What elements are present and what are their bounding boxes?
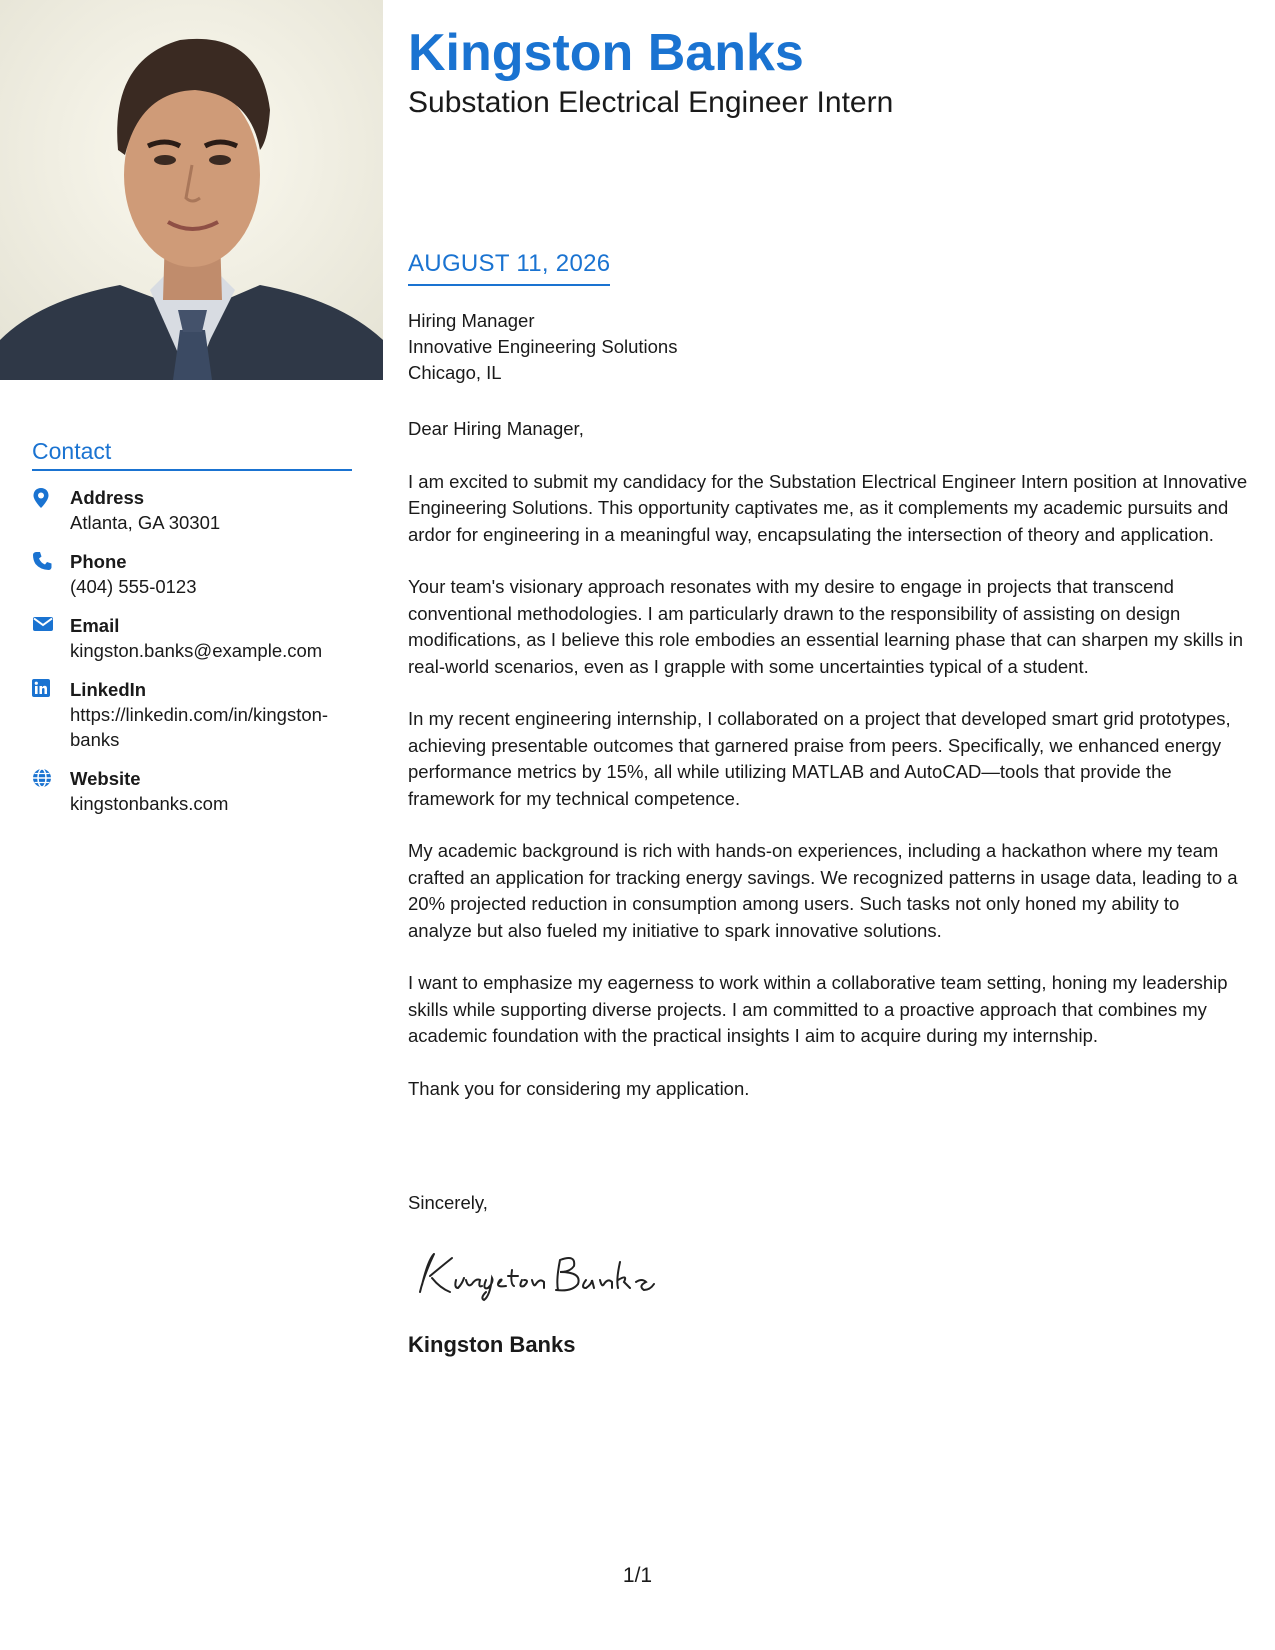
- recipient-block: [408, 308, 677, 386]
- contact-label: Email: [70, 615, 120, 636]
- closing: Sincerely,: [408, 1192, 488, 1213]
- paragraph: Your team's visionary approach resonates with my desire to engage in projects that transcend conventional methodologies. I am particularly drawn to the responsibility of assisting on design modifications, as I believe this role embodies an essential learning phase that can sharpen my skills in real-world scenarios, even as I grapple with some uncertainties typical of a student.: [408, 576, 1244, 677]
- linkedin-icon: [32, 677, 70, 752]
- handwritten-signature: [410, 1240, 670, 1315]
- contact-label: LinkedIn: [70, 679, 147, 700]
- letter-body: [408, 416, 1248, 1128]
- contact-label: Website: [70, 768, 141, 789]
- job-title: Substation Electrical Engineer Intern: [408, 86, 894, 119]
- recipient-line: Hiring Manager: [408, 310, 535, 331]
- contact-item-email: [32, 613, 352, 663]
- phone-value: (404) 555-0123: [70, 576, 197, 597]
- globe-icon: [32, 766, 70, 816]
- email-value[interactable]: kingston.banks@example.com: [70, 640, 323, 661]
- linkedin-value[interactable]: https://linkedin.com/in/kingston-banks: [70, 704, 329, 750]
- contact-item-phone: [32, 549, 352, 599]
- contact-heading: Contact: [32, 438, 352, 471]
- website-value[interactable]: kingstonbanks.com: [70, 793, 229, 814]
- recipient-company: Innovative Engineering Solutions: [408, 336, 678, 357]
- phone-icon: [32, 549, 70, 599]
- address-value: Atlanta, GA 30301: [70, 512, 221, 533]
- paragraph: I want to emphasize my eagerness to work within a collaborative team setting, honing my leadership skills while supporting diverse projects. I am committed to a proactive approach that combines my academic foundation with the practical insights I aim to acquire during my internship.: [408, 972, 1228, 1046]
- email-icon: [32, 613, 70, 663]
- recipient-location: Chicago, IL: [408, 362, 502, 383]
- page-number: 1/1: [622, 1564, 653, 1587]
- paragraph: Thank you for considering my application.: [408, 1077, 750, 1099]
- salutation: Dear Hiring Manager,: [408, 418, 584, 439]
- letter-main: [408, 22, 1248, 1357]
- contact-label: Phone: [70, 551, 127, 572]
- paragraph: I am excited to submit my candidacy for the Substation Electrical Engineer Intern position at Innovative Engineering Solutions. This opportunity captivates me, as it complements my academic pursuits and ardor for engineering in a meaningful way, encapsulating the intersection of theory and application.: [408, 470, 1248, 545]
- profile-photo: [0, 0, 383, 380]
- contact-item-address: [32, 485, 352, 535]
- contact-item-linkedin: [32, 677, 352, 752]
- candidate-name: Kingston Banks: [408, 24, 804, 82]
- paragraph: My academic background is rich with hands-on experiences, including a hackathon where my team crafted an application for tracking energy savings. We recognized patterns in usage data, leading to a 20% projected reduction in consumption among users. Such tasks not only honed my ability to analyze but also fueled my initiative to spark innovative solutions.: [408, 840, 1238, 941]
- contact-label: Address: [70, 487, 145, 508]
- contact-sidebar: [32, 438, 352, 830]
- contact-item-website: [32, 766, 352, 816]
- letter-date: AUGUST 11, 2026: [408, 250, 610, 286]
- signer-name: Kingston Banks: [408, 1332, 576, 1357]
- location-pin-icon: [32, 485, 70, 535]
- paragraph: In my recent engineering internship, I collaborated on a project that developed smart grid prototypes, achieving presentable outcomes that garnered praise from peers. Specifically, we enhanced energy performance metrics by 15%, all while utilizing MATLAB and AutoCAD—tools that provide the framework for my technical competence.: [408, 708, 1231, 809]
